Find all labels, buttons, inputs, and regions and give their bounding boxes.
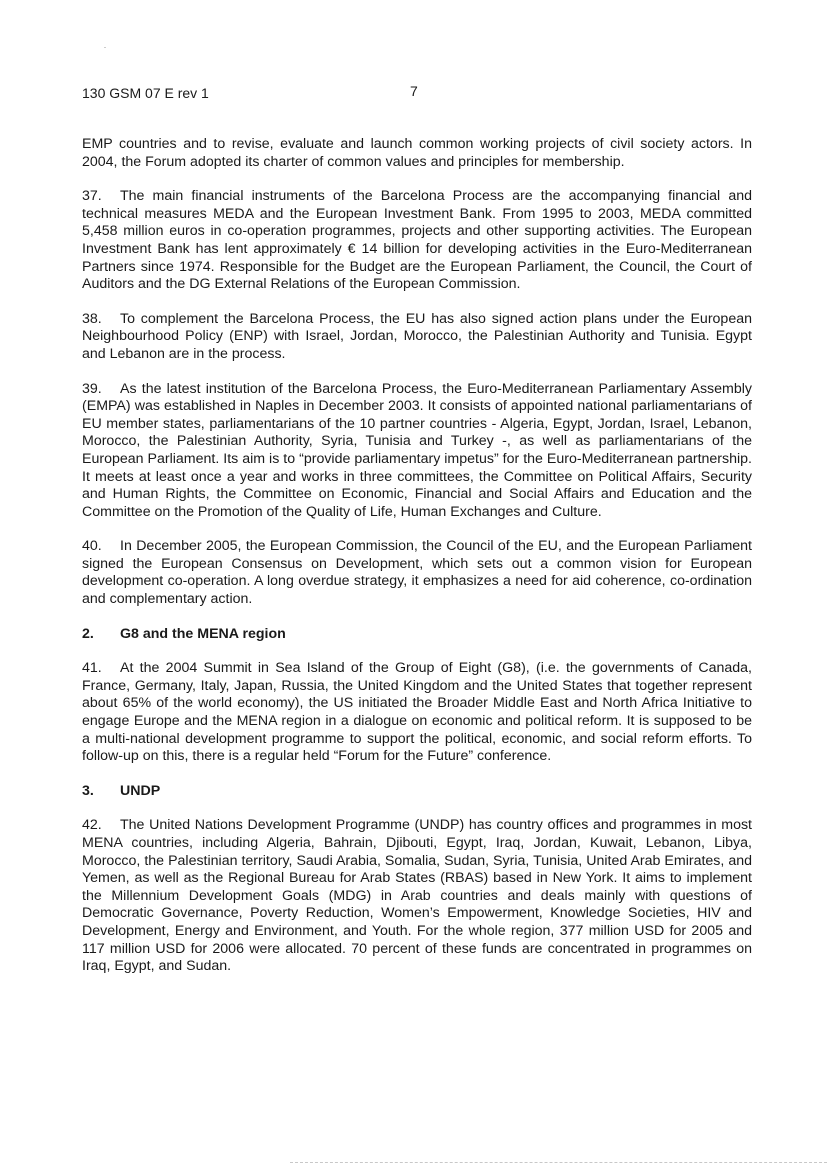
paragraph-39 — [82, 381, 752, 522]
section-number: 2. — [82, 625, 94, 642]
paragraph-41 — [82, 660, 752, 766]
paragraph-number: 38. — [82, 310, 102, 327]
scan-speck — [104, 47, 106, 48]
paragraph-37 — [82, 188, 752, 294]
paragraph-38 — [82, 311, 752, 364]
paragraph-42 — [82, 817, 752, 975]
paragraph-number: 41. — [82, 660, 102, 677]
document-reference: 130 GSM 07 E rev 1 — [82, 85, 209, 101]
paragraph-text: The main financial instruments of the Barcelona Process are the accompanying financial and technical measures MEDA and the European Investment Bank. From 1995 to 2003, MEDA committed 5,458 million euros in co-operation programmes, projects and other supporting activities. The European Investment Bank has lent approximately € 14 billion for developing activities in the Euro-Mediterranean Partners since 1974. Responsible for the Budget are the European Parliament, the Council, the Court of Auditors and the DG External Relations of the European Commission. — [82, 188, 752, 293]
paragraph-text: To complement the Barcelona Process, the EU has also signed action plans under the European Neighbourhood Policy (ENP) with Israel, Jordan, Morocco, the Palestinian Authority and Tunisia. Egypt and Lebanon are in the process. — [82, 310, 752, 362]
section-heading-undp — [82, 783, 752, 801]
paragraph-40 — [82, 538, 752, 608]
document-body — [82, 136, 752, 993]
section-title: UNDP — [120, 782, 161, 799]
paragraph-number: 39. — [82, 380, 102, 397]
section-heading-g8 — [82, 626, 752, 644]
paragraph-number: 40. — [82, 538, 102, 555]
page-number: 7 — [410, 83, 418, 99]
paragraph-number: 42. — [82, 817, 102, 834]
paragraph-text: At the 2004 Summit in Sea Island of the Group of Eight (G8), (i.e. the governments of Canada, France, Germany, Italy, Japan, Russia, the United Kingdom and the United States that together represent about 65% of the world economy), the US initiated the Broader Middle East and North Africa Initiative to engage Europe and the MENA region in a dialogue on economic and political reform. It is supposed to be a multi-national development programme to support the political, economic, and social reform efforts. To follow-up on this, there is a regular held “Forum for the Future” conference. — [82, 660, 752, 765]
section-number: 3. — [82, 782, 94, 799]
paragraph-continuation: EMP countries and to revise, evaluate and launch common working projects of civil society actors. In 2004, the Forum adopted its charter of common values and principles for membership. — [82, 136, 752, 170]
section-title: G8 and the MENA region — [120, 625, 286, 642]
paragraph-text: As the latest institution of the Barcelona Process, the Euro-Mediterranean Parliamentary Assembly (EMPA) was established in Naples in December 2003. It consists of appointed national parliamentarians of EU member states, parliamentarians of the 10 partner countries - Algeria, Egypt, Jordan, Israel, Lebanon, Morocco, the Palestinian Authority, Syria, Tunisia and Turkey -, as well as parliamentarians of the European Parliament. Its aim is to “provide parliamentary impetus” for the Euro-Mediterranean partnership. It meets at least once a year and works in three committees, the Committee on Political Affairs, Security and Human Rights, the Committee on Economic, Financial and Social Affairs and Education and the Committee on the Promotion of the Quality of Life, Human Exchanges and Culture. — [82, 380, 752, 520]
scan-edge-artifact — [290, 1162, 827, 1164]
paragraph-text: The United Nations Development Programme (UNDP) has country offices and programmes in most MENA countries, including Algeria, Bahrain, Djibouti, Egypt, Iraq, Jordan, Kuwait, Lebanon, Libya, Morocco, the Palestinian territory, Saudi Arabia, Somalia, Sudan, Syria, Tunisia, United Arab Emirates, and Yemen, as well as the Regional Bureau for Arab States (RBAS) based in New York. It aims to implement the Millennium Development Goals (MDG) in Arab countries and deals mainly with questions of Democratic Governance, Poverty Reduction, Women’s Empowerment, Knowledge Societies, HIV and Development, Energy and Environment, and Youth. For the whole region, 377 million USD for 2005 and 117 million USD for 2006 were allocated. 70 percent of these funds are concentrated in programmes on Iraq, Egypt, and Sudan. — [82, 817, 752, 975]
paragraph-text: In December 2005, the European Commission, the Council of the EU, and the European Parliament signed the European Consensus on Development, which sets out a common vision for European development co-operation. A long overdue strategy, it emphasizes a need for aid coherence, co-ordination and complementary action. — [82, 538, 752, 608]
paragraph-number: 37. — [82, 188, 102, 205]
